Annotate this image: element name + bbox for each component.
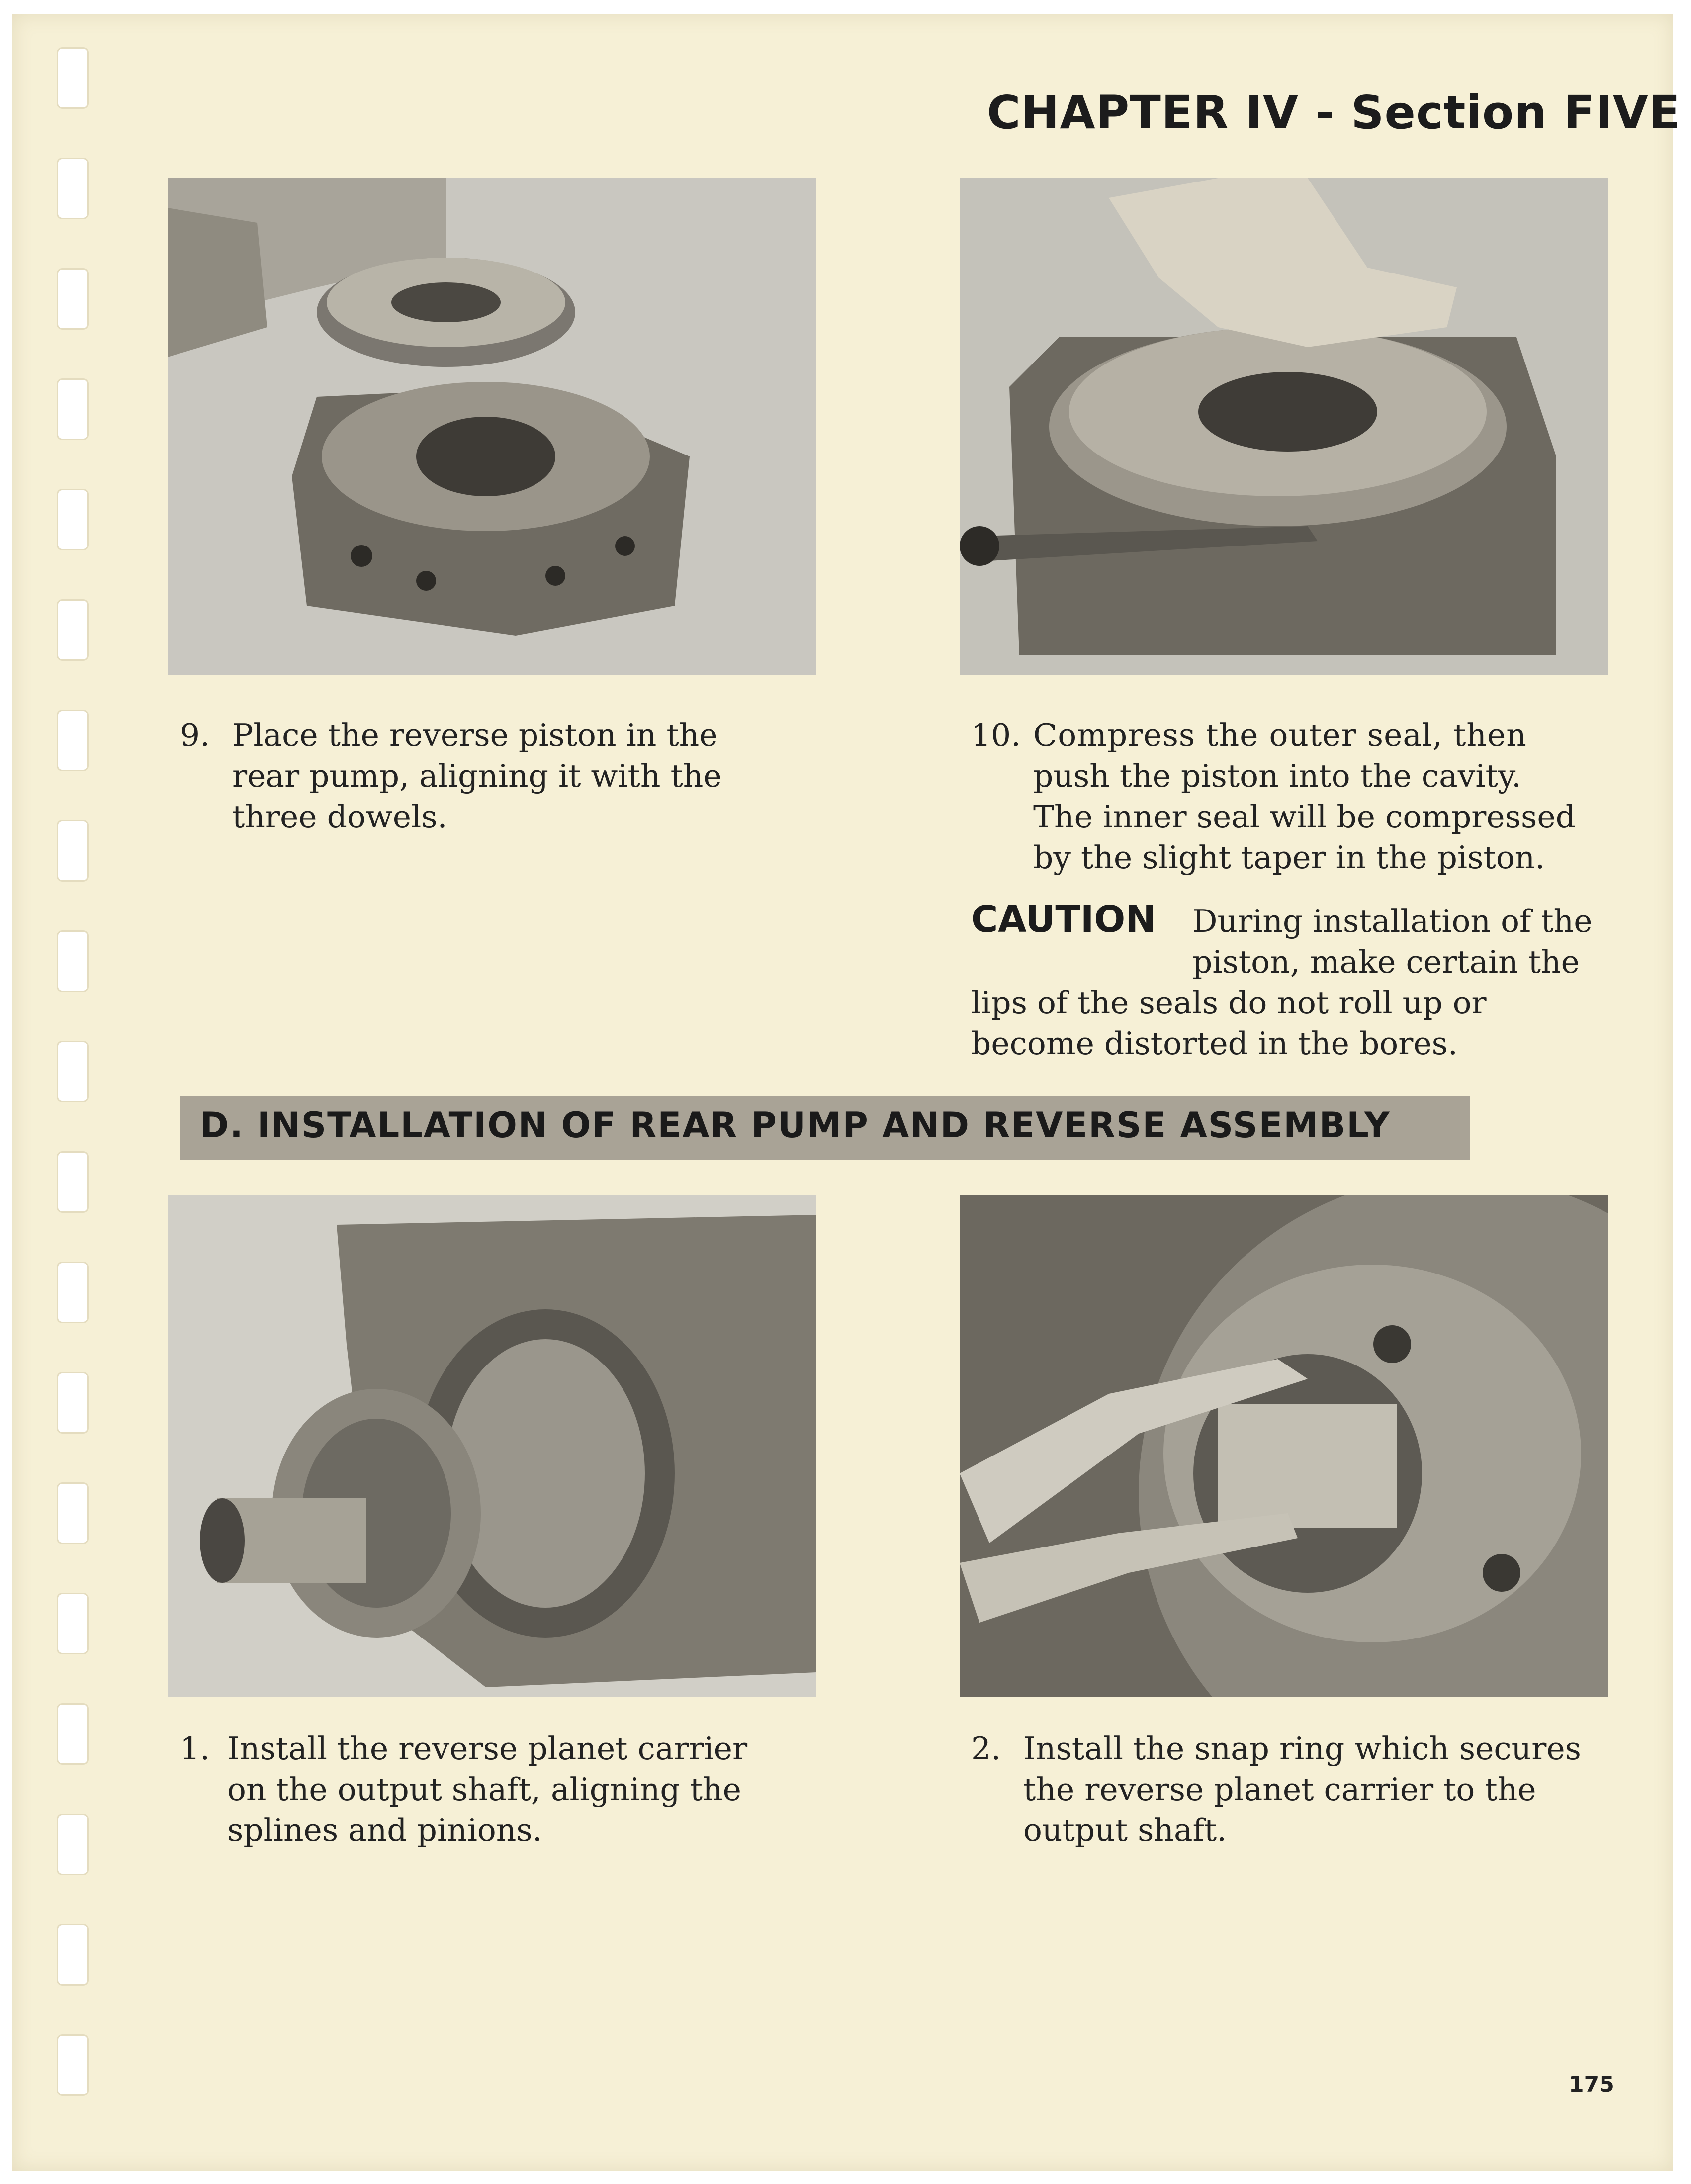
binder-hole xyxy=(58,1705,87,1763)
caption-line: on the output shaft, aligning the xyxy=(227,1771,741,1808)
binder-hole xyxy=(58,601,87,659)
caution-line: piston, make certain the xyxy=(1192,944,1580,980)
caution-line: lips of the seals do not roll up or xyxy=(971,985,1487,1021)
binder-hole xyxy=(58,1153,87,1211)
binder-hole xyxy=(58,1373,87,1432)
binder-hole xyxy=(58,380,87,439)
binder-hole xyxy=(58,821,87,880)
caption-line: Install the snap ring which secures xyxy=(1023,1730,1581,1767)
caption-line: Install the reverse planet carrier xyxy=(227,1730,748,1767)
binder-hole xyxy=(58,932,87,991)
caption-line: splines and pinions. xyxy=(227,1812,542,1848)
chapter-title: CHAPTER IV - Section FIVE xyxy=(987,86,1681,139)
caption-line: output shaft. xyxy=(1023,1812,1227,1848)
page-number: 175 xyxy=(1569,2072,1614,2097)
step-number: 10. xyxy=(971,717,1021,753)
photo-reverse-piston-placement xyxy=(168,178,816,675)
section-title: D. INSTALLATION OF REAR PUMP AND REVERSE ASSEMBLY xyxy=(200,1105,1391,1146)
binder-hole xyxy=(58,270,87,328)
binder-hole xyxy=(58,2036,87,2094)
manual-page xyxy=(12,14,1681,2171)
caption-line: The inner seal will be compressed xyxy=(1033,799,1576,835)
caption-line: push the piston into the cavity. xyxy=(1033,758,1522,794)
caption-line: three dowels. xyxy=(232,799,447,835)
binder-hole xyxy=(58,49,87,107)
binder-hole xyxy=(58,1594,87,1653)
caption-line: Compress the outer seal, then xyxy=(1033,717,1527,753)
section-heading-bar xyxy=(180,1096,1470,1160)
caption-line: the reverse planet carrier to the xyxy=(1023,1771,1536,1808)
step-number: 2. xyxy=(971,1730,1001,1767)
caption-line: rear pump, aligning it with the xyxy=(232,758,722,794)
binder-hole xyxy=(58,1815,87,1874)
caution-line: become distorted in the bores. xyxy=(971,1025,1458,1062)
binder-hole xyxy=(58,711,87,770)
step-number: 9. xyxy=(180,717,210,753)
caption-line: by the slight taper in the piston. xyxy=(1033,839,1545,876)
binder-hole xyxy=(58,490,87,549)
photo-snap-ring-install xyxy=(960,1195,1608,1697)
photo-piston-compress xyxy=(960,178,1608,675)
binder-hole xyxy=(58,1263,87,1322)
step-1-caption xyxy=(180,1729,821,1858)
binder-hole xyxy=(58,1925,87,1984)
step-10-caption xyxy=(971,715,1627,884)
binder-hole xyxy=(58,1042,87,1101)
binder-hole xyxy=(58,1484,87,1543)
caution-label: CAUTION xyxy=(971,898,1157,941)
caution-line: During installation of the xyxy=(1192,903,1593,939)
photo-planet-carrier xyxy=(168,1195,816,1697)
step-number: 1. xyxy=(180,1730,210,1767)
caption-line: Place the reverse piston in the xyxy=(232,717,718,753)
binder-hole xyxy=(58,159,87,218)
step-9-caption xyxy=(180,715,821,844)
step-2-caption xyxy=(971,1729,1627,1858)
